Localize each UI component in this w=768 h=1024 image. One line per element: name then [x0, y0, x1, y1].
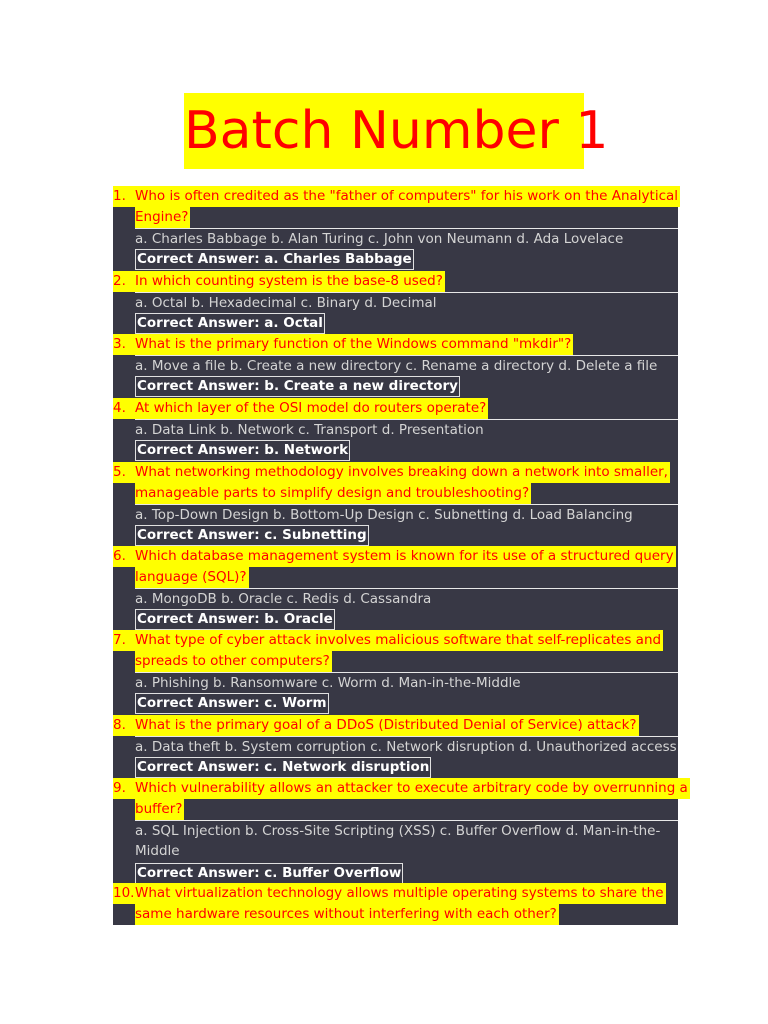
- answer-options: a. Move a file b. Create a new directory c. Rename a directory d. Delete a file: [135, 358, 658, 374]
- answer-options: a. Octal b. Hexadecimal c. Binary d. Decimal: [135, 295, 437, 311]
- question-text-cont: Engine?: [135, 207, 190, 228]
- question-number: 7.: [113, 630, 135, 651]
- question-number: 10.: [113, 883, 135, 904]
- answer-options: a. MongoDB b. Oracle c. Redis d. Cassandra: [135, 591, 432, 607]
- question-text: What networking methodology involves breaking down a network into smaller,: [135, 462, 670, 483]
- question-number: 3.: [113, 334, 135, 355]
- question-text-cont: same hardware resources without interfering with each other?: [135, 904, 559, 925]
- question-number: 1.: [113, 186, 135, 207]
- question-list: [113, 186, 688, 925]
- question-text: What type of cyber attack involves malicious software that self-replicates and: [135, 630, 663, 651]
- question-text: What is the primary function of the Windows command "mkdir"?: [135, 334, 573, 355]
- question-text-cont: buffer?: [135, 799, 184, 820]
- correct-answer: Correct Answer: a. Charles Babbage: [135, 249, 414, 270]
- question-text: In which counting system is the base-8 used?: [135, 271, 445, 292]
- correct-answer: Correct Answer: c. Buffer Overflow: [135, 863, 403, 884]
- question-text: Which vulnerability allows an attacker to execute arbitrary code by overrunning a: [135, 778, 690, 799]
- correct-answer: Correct Answer: c. Worm: [135, 693, 329, 714]
- question-text: At which layer of the OSI model do routers operate?: [135, 398, 488, 419]
- question-text-cont: language (SQL)?: [135, 567, 249, 588]
- question-number: 6.: [113, 546, 135, 567]
- answer-options: a. Data theft b. System corruption c. Network disruption d. Unauthorized access: [135, 739, 677, 755]
- question-text-cont: manageable parts to simplify design and troubleshooting?: [135, 483, 531, 504]
- answer-options: a. Phishing b. Ransomware c. Worm d. Man-in-the-Middle: [135, 675, 521, 691]
- question-number: 9.: [113, 778, 135, 799]
- question-text: Which database management system is known for its use of a structured query: [135, 546, 676, 567]
- correct-answer: Correct Answer: b. Create a new directory: [135, 376, 460, 397]
- correct-answer: Correct Answer: b. Oracle: [135, 609, 335, 630]
- answer-options-cont: Middle: [135, 843, 180, 859]
- answer-options: a. Data Link b. Network c. Transport d. Presentation: [135, 422, 484, 438]
- correct-answer: Correct Answer: c. Network disruption: [135, 757, 431, 778]
- question-number: 4.: [113, 398, 135, 419]
- correct-answer: Correct Answer: b. Network: [135, 440, 350, 461]
- question-number: 2.: [113, 271, 135, 292]
- answer-options: a. Top-Down Design b. Bottom-Up Design c. Subnetting d. Load Balancing: [135, 507, 633, 523]
- answer-options: a. Charles Babbage b. Alan Turing c. John von Neumann d. Ada Lovelace: [135, 231, 624, 247]
- answer-options: a. SQL Injection b. Cross-Site Scripting (XSS) c. Buffer Overflow d. Man-in-the-: [135, 823, 661, 839]
- question-text-cont: spreads to other computers?: [135, 651, 332, 672]
- correct-answer: Correct Answer: c. Subnetting: [135, 525, 369, 546]
- question-number: 5.: [113, 462, 135, 483]
- question-number: 8.: [113, 715, 135, 736]
- question-text: Who is often credited as the "father of computers" for his work on the Analytical: [135, 186, 680, 207]
- question-text: What virtualization technology allows multiple operating systems to share the: [135, 883, 666, 904]
- question-text: What is the primary goal of a DDoS (Distributed Denial of Service) attack?: [135, 715, 639, 736]
- page-title: Batch Number 1: [184, 93, 584, 169]
- correct-answer: Correct Answer: a. Octal: [135, 313, 325, 334]
